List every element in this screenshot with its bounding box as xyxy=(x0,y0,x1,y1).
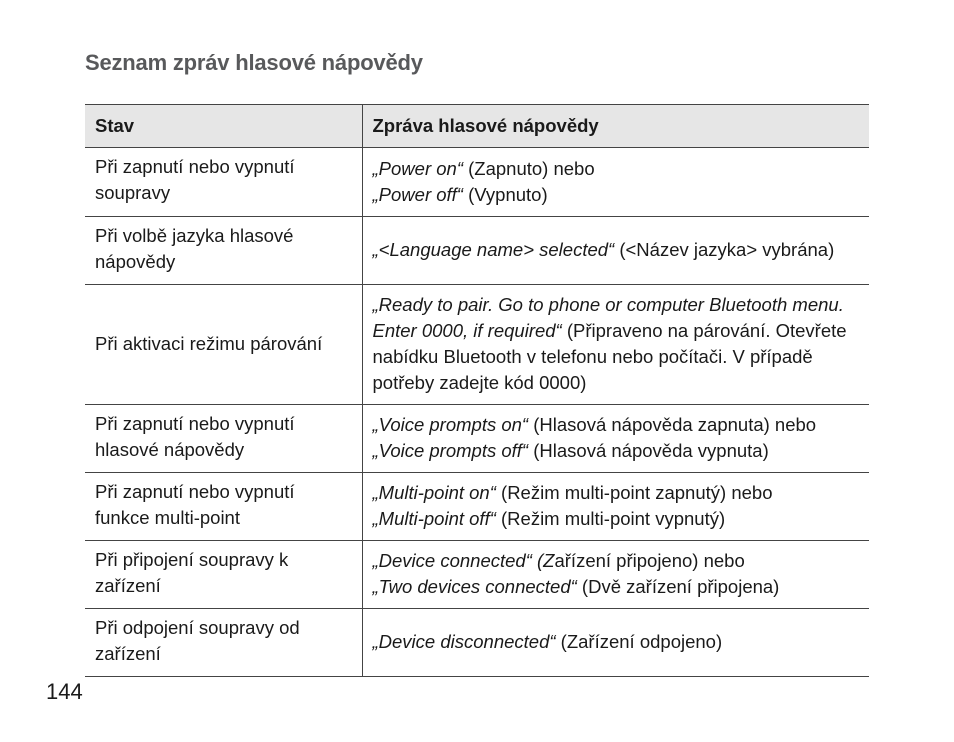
prompt-text: „Power on“ xyxy=(372,157,463,179)
message-line xyxy=(373,574,860,600)
prompt-text: „Device connected“ (Z xyxy=(372,550,555,571)
message-line xyxy=(373,182,860,208)
message-line xyxy=(373,438,860,464)
translation-text: (<Název jazyka> vybrána) xyxy=(614,239,835,260)
translation-text: (Dvě zařízení připojena) xyxy=(576,576,780,597)
table-header-row xyxy=(85,105,869,148)
stav-cell: Při zapnutí nebo vypnutí hlasové nápovědy xyxy=(85,405,362,473)
table-row xyxy=(85,217,869,285)
table-row xyxy=(85,541,869,609)
prompt-text: „Ready to pair. Go to phone or computer Bluetooth menu. Enter 0000, if required“ xyxy=(372,294,844,341)
prompt-text: „Voice prompts on“ xyxy=(372,414,529,435)
message-cell xyxy=(362,609,869,677)
message-line xyxy=(373,237,860,263)
table-body xyxy=(85,148,869,677)
message-cell xyxy=(362,148,869,217)
stav-cell: Při volbě jazyka hlasové nápovědy xyxy=(85,217,362,285)
message-cell xyxy=(362,473,869,541)
stav-cell: Při zapnutí nebo vypnutí soupravy xyxy=(85,148,362,217)
header-zprava: Zpráva hlasové nápovědy xyxy=(362,105,869,148)
prompt-text: „Device disconnected“ xyxy=(372,631,556,652)
table-row xyxy=(85,405,869,473)
translation-text: (Režim multi-point vypnutý) xyxy=(495,508,726,529)
page-title: Seznam zpráv hlasové nápovědy xyxy=(85,50,423,75)
message-line xyxy=(373,412,860,438)
translation-text: (Režim multi-point zapnutý) nebo xyxy=(495,482,773,503)
message-line xyxy=(373,629,860,655)
translation-text: (Hlasová nápověda zapnuta) nebo xyxy=(528,414,817,435)
table-row xyxy=(85,609,869,677)
translation-text: ařízení připojeno) nebo xyxy=(554,550,745,571)
translation-text: (Připraveno na párování. Otevřete nabídku Bluetooth v telefonu nebo počítači. V případě potřeby zadejte kód 0000) xyxy=(372,320,847,393)
table-row xyxy=(85,285,869,405)
message-line xyxy=(373,480,860,506)
header-stav: Stav xyxy=(85,105,362,148)
translation-text: (Hlasová nápověda vypnuta) xyxy=(528,440,769,461)
prompt-text: „<Language name> selected“ xyxy=(372,239,615,260)
message-line xyxy=(373,506,860,532)
message-line xyxy=(373,292,860,396)
message-line xyxy=(373,156,860,182)
prompt-text: „Two devices connected“ xyxy=(372,576,577,597)
stav-cell: Při aktivaci režimu párování xyxy=(85,285,362,405)
prompt-text: „Voice prompts off“ xyxy=(372,440,529,461)
voice-prompt-table xyxy=(85,104,869,677)
stav-cell: Při odpojení soupravy od zařízení xyxy=(85,609,362,677)
translation-text: (Zařízení odpojeno) xyxy=(555,631,723,652)
message-cell xyxy=(362,405,869,473)
prompt-text: „Multi-point off“ xyxy=(372,508,496,529)
page-number: 144 xyxy=(46,679,83,704)
table-row xyxy=(85,148,869,217)
message-cell xyxy=(362,541,869,609)
stav-cell: Při zapnutí nebo vypnutí funkce multi-point xyxy=(85,473,362,541)
translation-text: (Zapnuto) nebo xyxy=(462,157,595,179)
message-line xyxy=(373,548,860,574)
table-row xyxy=(85,473,869,541)
prompt-text: „Power off“ xyxy=(372,183,463,205)
message-cell xyxy=(362,217,869,285)
message-cell xyxy=(362,285,869,405)
translation-text: (Vypnuto) xyxy=(462,183,548,205)
stav-cell: Při připojení soupravy k zařízení xyxy=(85,541,362,609)
prompt-text: „Multi-point on“ xyxy=(372,482,496,503)
